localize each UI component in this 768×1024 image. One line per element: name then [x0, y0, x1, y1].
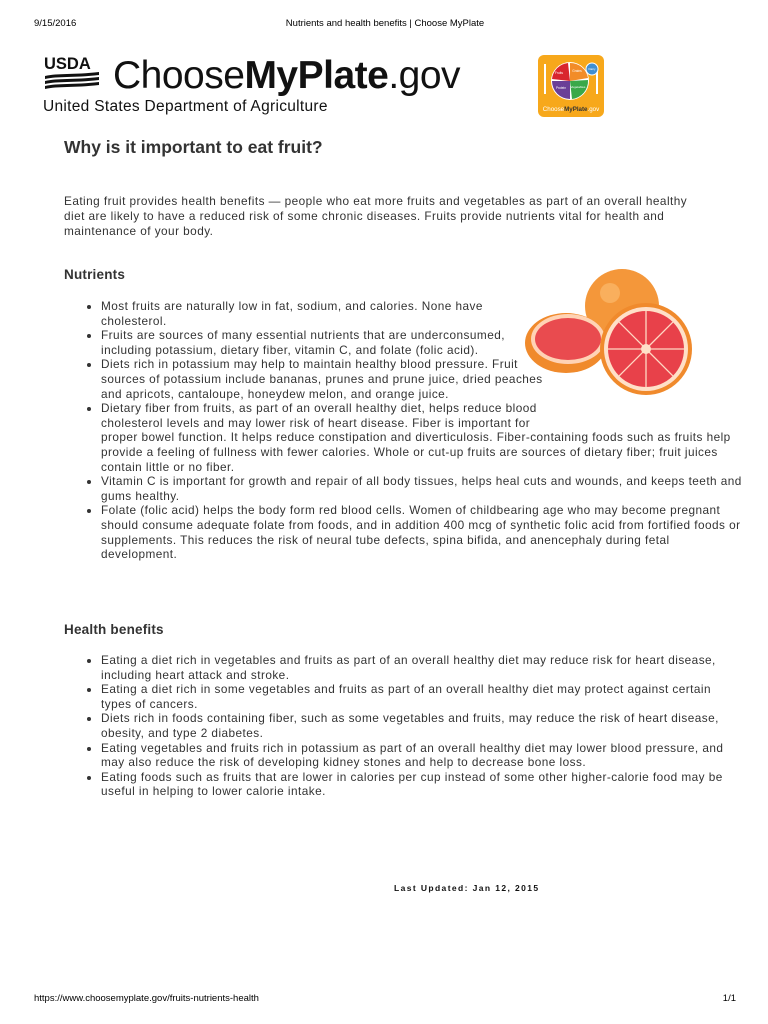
last-updated: Last Updated: Jan 12, 2015	[394, 883, 540, 893]
nutrients-heading: Nutrients	[64, 267, 126, 282]
list-item: • Eating a diet rich in vegetables and fruits as part of an overall healthy diet may reduce risk for heart disease, including heart attack and stroke.	[101, 653, 743, 682]
myplate-protein-label: Protein	[555, 86, 567, 90]
list-item: • Eating a diet rich in some vegetables and fruits as part of an overall healthy diet may protect against certain types of cancers.	[101, 682, 743, 711]
intro-paragraph: Eating fruit provides health benefits — people who eat more fruits and vegetables as part of an overall healthy diet are likely to have a reduced risk of some chronic diseases. Fruits provide nutrients vital for health and maintenance of your body.	[64, 194, 688, 238]
health-benefits-heading: Health benefits	[64, 622, 164, 637]
list-item: • Diets rich in foods containing fiber, such as some vegetables and fruits, may reduce the risk of heart disease, obesity, and type 2 diabetes.	[101, 711, 743, 740]
brand-gov: .gov	[388, 54, 461, 97]
list-item: • Folate (folic acid) helps the body form red blood cells. Women of childbearing age who may become pregnant should consume adequate folate from foods, and in addition 400 mcg of synthetic folic acid from fortified foods or supplements. This reduces the risk of neural tube defects, spina bifida, and anencephaly during fetal development.	[101, 503, 743, 561]
myplate-vegetables-label: Vegetables	[570, 85, 586, 89]
myplate-caption-myplate: MyPlate	[564, 106, 588, 113]
myplate-dairy-label: Dairy	[588, 67, 596, 72]
list-item: • Most fruits are naturally low in fat, sodium, and calories. None have cholesterol.	[101, 299, 743, 328]
print-footer	[34, 993, 736, 1007]
usda-logo[interactable]	[43, 54, 101, 92]
usda-logo-text: USDA	[44, 55, 91, 73]
myplate-caption-choose: Choose	[542, 106, 565, 113]
page-number: 1/1	[722, 993, 736, 1004]
myplate-caption	[543, 106, 600, 113]
page-title: Why is it important to eat fruit?	[64, 137, 323, 157]
nutrients-list	[64, 299, 743, 562]
print-page-title: Nutrients and health benefits | Choose MyPlate	[285, 18, 485, 29]
list-item: • Fruits are sources of many essential nutrients that are underconsumed, including potassium, dietary fiber, vitamin C, and folate (folic acid).	[101, 328, 743, 357]
myplate-grains-label: Grains	[572, 69, 582, 73]
brand-choose: Choose	[113, 54, 245, 97]
list-item: • Eating vegetables and fruits rich in potassium as part of an overall healthy diet may lower blood pressure, and may also reduce the risk of developing kidney stones and help to decrease bone loss.	[101, 741, 743, 770]
health-benefits-list	[64, 653, 743, 799]
myplate-caption-gov: .gov	[587, 106, 600, 113]
list-item: • Diets rich in potassium may help to maintain healthy blood pressure. Fruit sources of potassium include bananas, prunes and prune juice, dried peaches and apricots, cantaloupe, honeydew melon, and orange juice.	[101, 357, 743, 401]
agency-name: United States Department of Agriculture	[43, 98, 328, 115]
page-url: https://www.choosemyplate.gov/fruits-nutrients-health	[34, 993, 259, 1004]
list-item: • Vitamin C is important for growth and repair of all body tissues, helps heal cuts and wounds, and keeps teeth and gums healthy.	[101, 474, 743, 503]
myplate-icon[interactable]	[538, 55, 604, 117]
brand-myplate: MyPlate	[244, 54, 389, 97]
print-header	[34, 18, 736, 32]
list-item: • Dietary fiber from fruits, as part of an overall healthy diet, helps reduce blood cholesterol levels and may lower risk of heart disease. Fiber is important for proper bowel function. It helps reduce constipation and diverticulosis. Fiber-containing foods such as fruits help provide a feeling of fullness with fewer calories. Whole or cut-up fruits are sources of dietary fiber; fruit juices contain little or no fiber.	[101, 401, 743, 474]
list-item: • Eating foods such as fruits that are lower in calories per cup instead of some other higher-calorie food may be useful in helping to lower calorie intake.	[101, 770, 743, 799]
print-date: 9/15/2016	[34, 18, 77, 29]
choosemyplate-wordmark[interactable]	[113, 52, 460, 100]
myplate-fruits-label: Fruits	[555, 71, 563, 75]
